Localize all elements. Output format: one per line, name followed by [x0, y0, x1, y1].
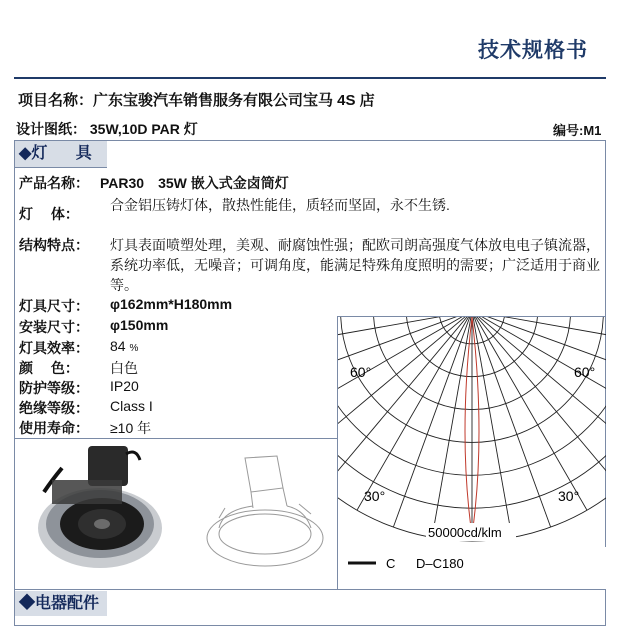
spec-label-install: 安装尺寸： [19, 319, 89, 335]
polar-light-distribution-chart [338, 317, 606, 589]
spec-value-ip: IP20 [110, 378, 139, 394]
spec-label-lifetime: 使用寿命： [19, 420, 89, 436]
section-heading-text: 电器配件 [35, 595, 100, 612]
document-title: 技术规格书 [478, 39, 588, 62]
spec-label-size: 灯具尺寸： [19, 298, 89, 314]
section-heading-text: 灯 具 [31, 145, 104, 162]
polar-spoke [357, 317, 472, 510]
polar-spoke [472, 317, 606, 459]
body-value: 合金铝压铸灯体，散热性能佳，质轻而坚固，永不生锈. [110, 197, 450, 213]
image-top-rule [15, 438, 337, 439]
spec-label-ip: 防护等级： [19, 380, 89, 396]
polar-spoke [338, 317, 472, 487]
product-photo [22, 440, 172, 580]
section-heading-electrical [15, 591, 107, 616]
feature-value: 灯具表面喷塑处理，美观、耐腐蚀性强；配欧司朗高强度气体放电电子镇流器，系统功率低，无噪音；可调角度，能满足特殊角度照明的需要；广泛适用于商业等。 [110, 237, 600, 293]
angle-label-60-right: 60° [574, 364, 596, 380]
polar-spoke [472, 317, 606, 487]
bullet-icon: ◆ [19, 595, 36, 612]
spec-value-efficiency [110, 338, 138, 354]
heading-underline [15, 167, 107, 168]
polar-spoke [472, 317, 551, 527]
efficiency-unit: % [129, 343, 139, 354]
project-name: 项目名称：广东宝骏汽车销售服务有限公司宝马 4S 店 [18, 92, 375, 109]
spec-label-efficiency: 灯具效率： [19, 340, 89, 356]
intensity-label: 50000cd/klm [428, 525, 502, 540]
polar-spoke [432, 317, 472, 538]
section-bottom-rule [15, 589, 606, 590]
legend-c: C [386, 556, 396, 571]
polar-spoke [472, 317, 587, 510]
header-rule [14, 77, 606, 79]
spec-value-lifetime: ≥10 年 [110, 420, 152, 436]
angle-label-60-left: 60° [350, 364, 372, 380]
body-label: 灯 体： [19, 206, 79, 222]
document-code: 编号:M1 [553, 123, 602, 138]
section-heading-fixture [15, 141, 107, 167]
spec-value-insulation: Class I [110, 398, 153, 414]
product-value: PAR30 35W 嵌入式金卤筒灯 [100, 175, 289, 191]
bullet-icon: ◆ [19, 145, 32, 162]
spec-value-size: φ162mm*H180mm [110, 296, 233, 312]
legend-dc: D–C180 [416, 556, 464, 571]
angle-label-30-right: 30° [558, 488, 580, 504]
feature-label: 结构特点： [19, 237, 89, 253]
spec-value-color: 白色 [110, 360, 138, 376]
polar-spoke [393, 317, 472, 527]
spec-label-insulation: 绝缘等级： [19, 400, 89, 416]
product-line-drawing [195, 448, 325, 578]
product-label: 产品名称： [19, 175, 89, 191]
spec-value-install: φ150mm [110, 317, 169, 333]
polar-spoke [472, 317, 512, 538]
design-drawing: 设计图纸： 35W,10D PAR 灯 [16, 121, 198, 137]
polar-spoke [338, 317, 472, 459]
angle-label-30-left: 30° [364, 488, 386, 504]
spec-label-color: 颜 色： [19, 360, 79, 376]
efficiency-number: 84 [110, 338, 126, 354]
